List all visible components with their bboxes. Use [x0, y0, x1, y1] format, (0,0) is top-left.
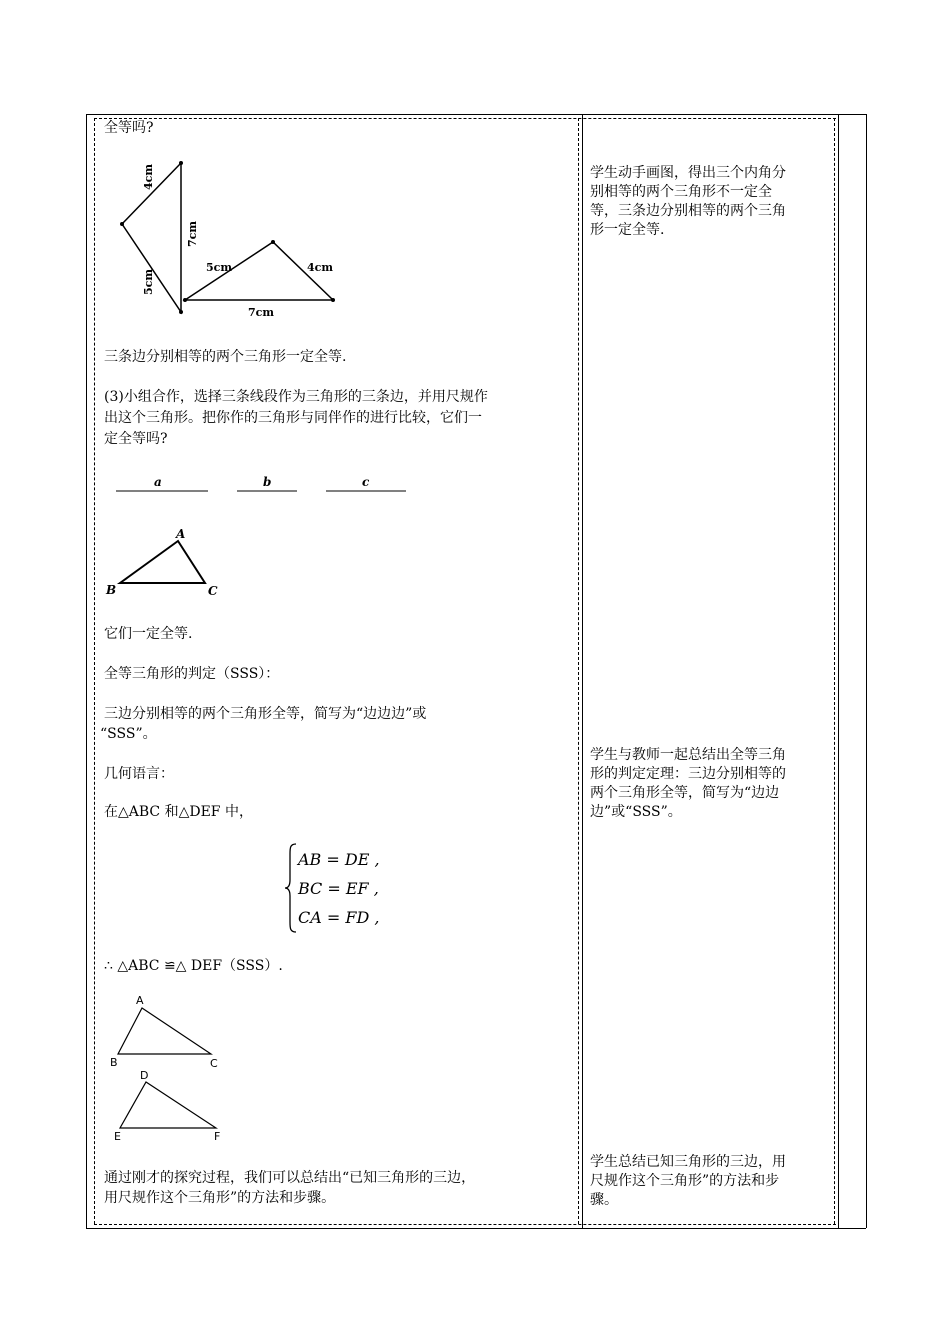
text-task3-line3: 定全等吗?	[104, 431, 168, 447]
fig1-label-7cm-b: 7cm	[248, 306, 274, 319]
fig1-label-7cm-a: 7cm	[186, 221, 199, 247]
segment-c-label: c	[362, 475, 370, 489]
note2-line1: 学生与教师一起总结出全等三角	[590, 747, 786, 763]
text-therefore: ∴ △ABC ≌△ DEF（SSS）.	[104, 958, 283, 974]
table-bottom-border	[86, 1228, 866, 1229]
text-rule-line2: “SSS”。	[100, 726, 157, 742]
fig3-label-B: B	[110, 1056, 118, 1069]
column-divider-solid	[582, 114, 583, 1228]
table-right-border	[866, 114, 867, 1228]
note2-line2: 形的判定定理：三边分别相等的	[590, 766, 786, 782]
fig3-label-C: C	[210, 1057, 218, 1070]
fig2-label-A: A	[176, 527, 186, 541]
fig1-label-4cm-a: 4cm	[142, 164, 155, 190]
figure-triangle-abc	[100, 525, 230, 600]
triangle-def	[120, 1082, 216, 1128]
equation-ca-fd: CA = FD ,	[298, 908, 380, 927]
text-continue: 全等吗?	[104, 120, 154, 136]
right-column-dashed	[834, 118, 835, 1224]
fig3-label-D: D	[140, 1069, 149, 1082]
note1-line1: 学生动手画图，得出三个内角分	[590, 165, 786, 181]
fig3-label-A: A	[136, 994, 144, 1007]
text-conclusion-2: 它们一定全等.	[104, 626, 193, 642]
table-top-border	[86, 114, 866, 115]
segment-b-label: b	[263, 475, 272, 489]
text-rule-line1: 三边分别相等的两个三角形全等，简写为“边边边”或	[104, 706, 427, 722]
note3-line1: 学生总结已知三角形的三边，用	[590, 1154, 786, 1170]
note1-line2: 别相等的两个三角形不一定全	[590, 184, 772, 200]
fig1-label-4cm-b: 4cm	[307, 261, 333, 274]
equation-bc-ef: BC = EF ,	[298, 879, 379, 898]
text-task3-line1: (3)小组合作，选择三条线段作为三角形的三条边，并用尺规作	[104, 389, 488, 405]
column-divider-dashed	[578, 118, 579, 1224]
fig1-label-5cm-a: 5cm	[142, 269, 155, 295]
note1-line4: 形一定全等.	[590, 222, 665, 238]
figure-triangles-sss	[100, 150, 350, 325]
figure-triangles-abc-def	[104, 990, 234, 1145]
text-geometry-language: 几何语言：	[104, 766, 174, 782]
triangle-abc	[118, 1008, 211, 1054]
right-column-solid	[838, 114, 839, 1228]
note3-line2: 尺规作这个三角形”的方法和步	[590, 1173, 780, 1189]
fig3-label-E: E	[114, 1130, 121, 1143]
table-left-dashed	[94, 118, 95, 1224]
brace-icon	[284, 842, 298, 934]
figure-segments	[110, 470, 420, 500]
text-conclusion-1: 三条边分别相等的两个三角形一定全等.	[104, 349, 347, 365]
fig3-label-F: F	[214, 1130, 221, 1143]
note3-line3: 骤。	[590, 1192, 618, 1208]
table-left-border	[86, 114, 87, 1228]
text-summary-line2: 用尺规作这个三角形”的方法和步骤。	[104, 1190, 336, 1206]
fig1-label-5cm-b: 5cm	[206, 261, 232, 274]
note2-line3: 两个三角形全等，简写为“边边	[590, 785, 780, 801]
text-task3-line2: 出这个三角形。把你作的三角形与同伴作的进行比较，它们一	[104, 410, 482, 426]
text-rule-title: 全等三角形的判定（SSS）：	[104, 666, 280, 682]
segment-a-label: a	[154, 475, 162, 489]
equation-ab-de: AB = DE ,	[298, 850, 380, 869]
fig2-label-C: C	[208, 584, 218, 598]
table-bottom-dashed	[94, 1224, 836, 1225]
fig2-label-B: B	[106, 583, 117, 597]
note2-line4: 边”或“SSS”。	[590, 804, 682, 820]
text-in-triangles: 在△ABC 和△DEF 中，	[104, 804, 253, 820]
note1-line3: 等，三条边分别相等的两个三角	[590, 203, 786, 219]
table-top-dashed	[94, 118, 836, 119]
text-summary-line1: 通过刚才的探究过程，我们可以总结出“已知三角形的三边，	[104, 1170, 476, 1186]
